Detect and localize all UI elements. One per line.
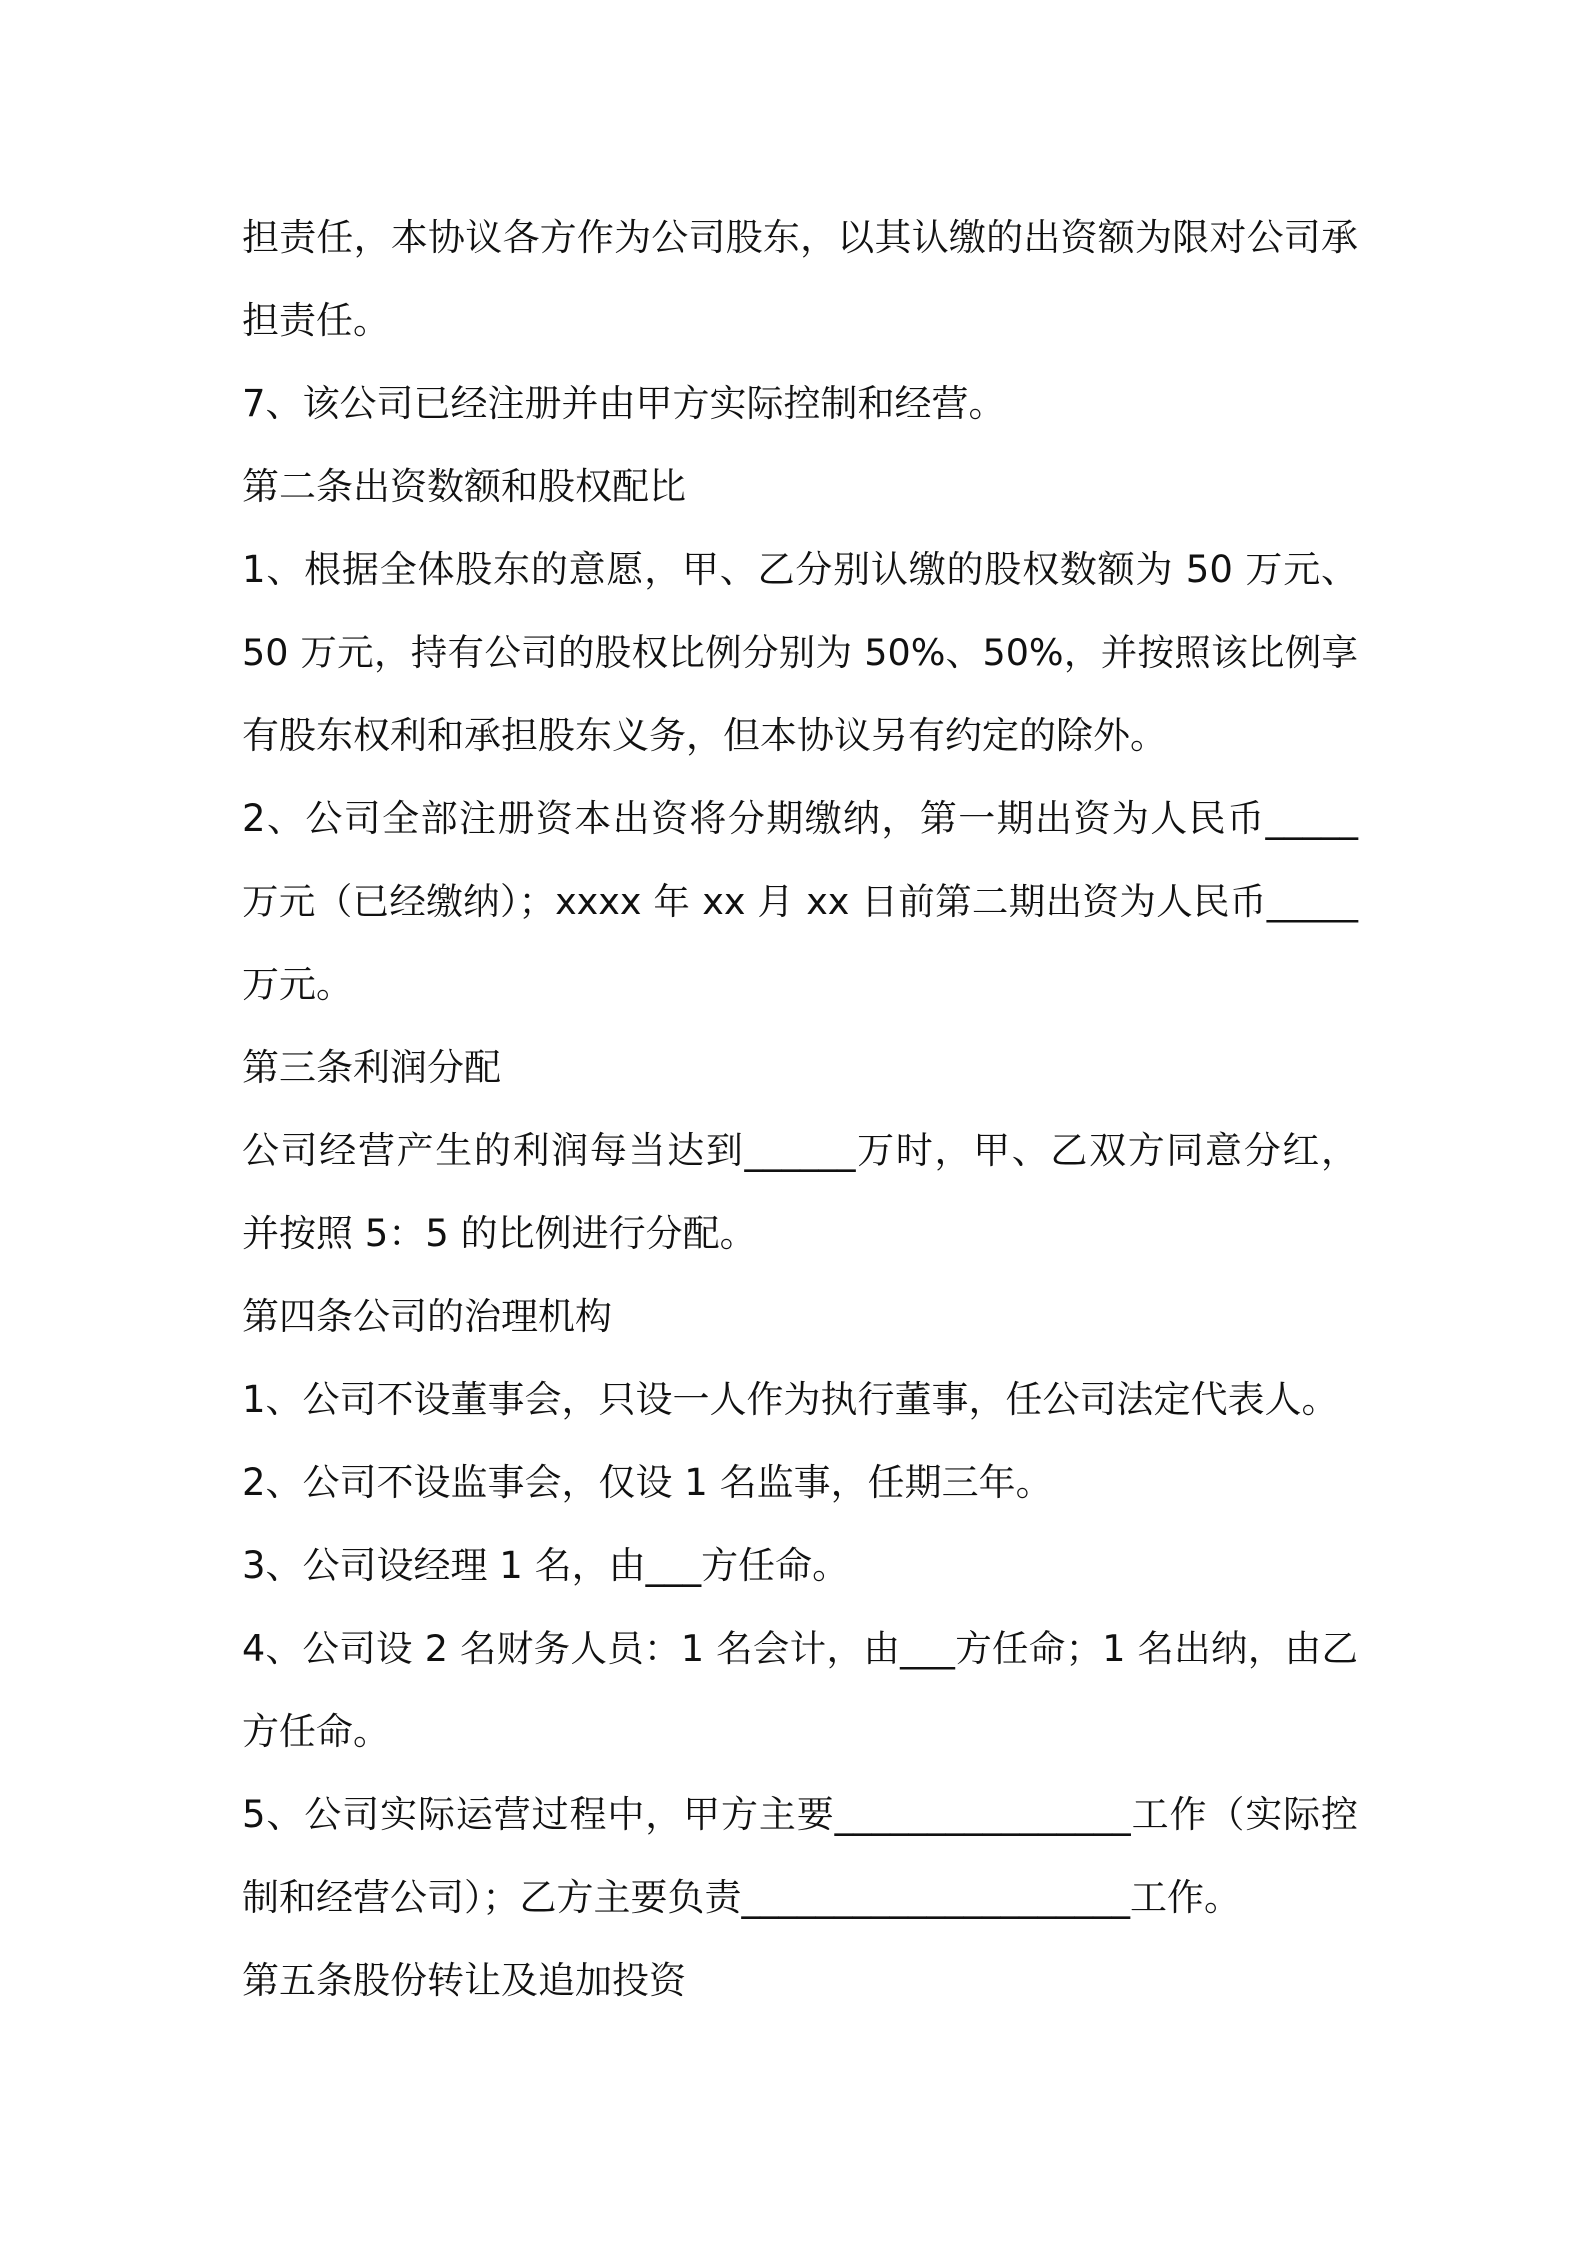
paragraph-line: 万元。 xyxy=(242,963,353,1006)
clause-item: 5、公司实际运营过程中，甲方主要________________工作（实际控 xyxy=(242,1793,1358,1836)
clause-item: 2、公司不设监事会，仅设 1 名监事，任期三年。 xyxy=(242,1461,1053,1504)
clause-item: 3、公司设经理 1 名，由___方任命。 xyxy=(242,1544,850,1587)
paragraph-line: 公司经营产生的利润每当达到______万时，甲、乙双方同意分红， xyxy=(242,1129,1358,1172)
clause-item: 1、根据全体股东的意愿，甲、乙分别认缴的股权数额为 50 万元、 xyxy=(242,548,1358,591)
clause-item: 1、公司不设董事会，只设一人作为执行董事，任公司法定代表人。 xyxy=(242,1378,1339,1421)
clause-item: 4、公司设 2 名财务人员：1 名会计，由___方任命；1 名出纳，由乙 xyxy=(242,1627,1358,1670)
clause-item: 7、该公司已经注册并由甲方实际控制和经营。 xyxy=(242,382,1006,425)
paragraph-line: 并按照 5：5 的比例进行分配。 xyxy=(242,1212,757,1255)
document-body xyxy=(242,196,1358,2022)
paragraph-line: 50 万元，持有公司的股权比例分别为 50%、50%，并按照该比例享 xyxy=(242,631,1358,674)
paragraph-line: 万元（已经缴纳）；xxxx 年 xx 月 xx 日前第二期出资为人民币_____ xyxy=(242,880,1358,923)
section-heading: 第二条出资数额和股权配比 xyxy=(242,465,686,508)
section-heading: 第五条股份转让及追加投资 xyxy=(242,1959,686,2002)
paragraph-line: 方任命。 xyxy=(242,1710,390,1753)
section-heading: 第三条利润分配 xyxy=(242,1046,501,1089)
clause-item: 2、公司全部注册资本出资将分期缴纳，第一期出资为人民币_____ xyxy=(242,797,1358,840)
paragraph-line: 制和经营公司）；乙方主要负责_____________________工作。 xyxy=(242,1876,1241,1919)
paragraph-line: 担责任，本协议各方作为公司股东，以其认缴的出资额为限对公司承 xyxy=(242,216,1358,259)
paragraph-line: 担责任。 xyxy=(242,299,390,342)
section-heading: 第四条公司的治理机构 xyxy=(242,1295,612,1338)
paragraph-line: 有股东权利和承担股东义务，但本协议另有约定的除外。 xyxy=(242,714,1167,757)
